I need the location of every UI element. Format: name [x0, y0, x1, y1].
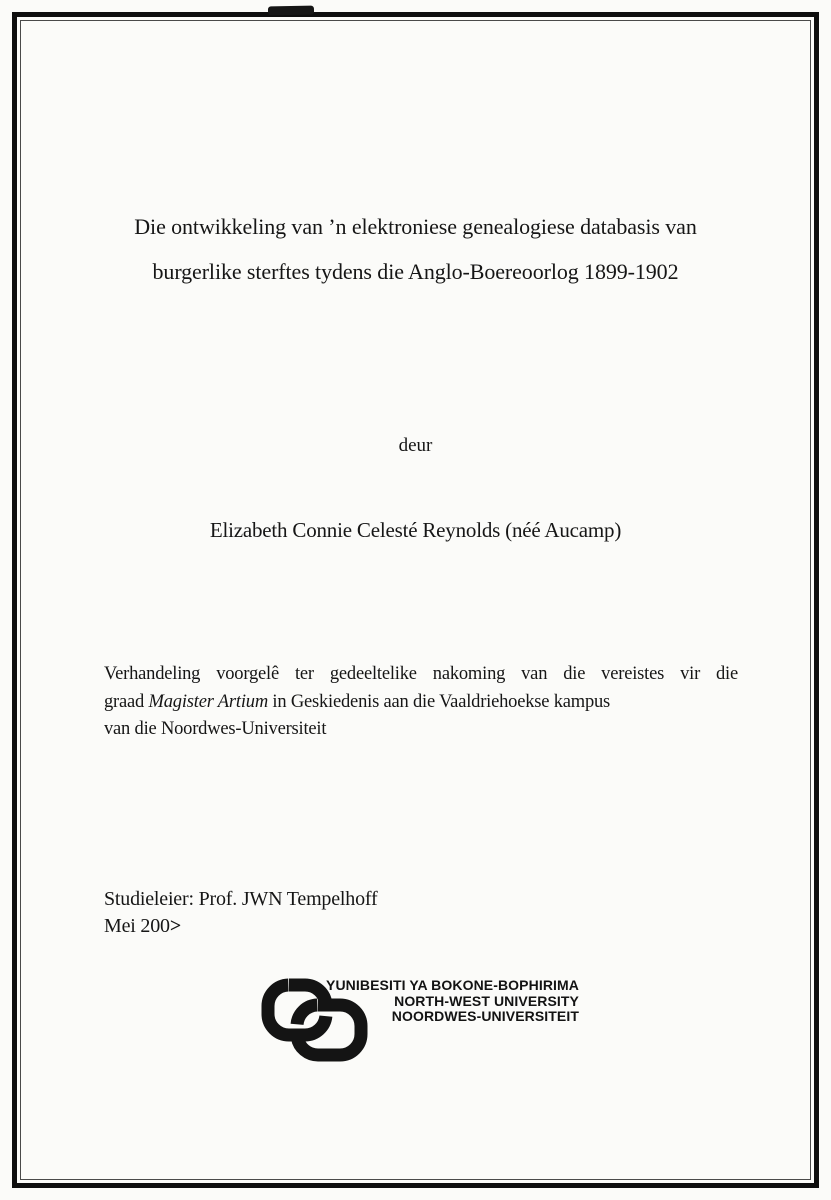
nwu-logo-line-english: NORTH-WEST UNIVERSITY — [394, 992, 579, 1009]
supervisor-line: Studieleier: Prof. JWN Tempelhoff — [104, 888, 378, 910]
nwu-logo-line-setswana: YUNIBESITI YA BOKONE-BOPHIRIMA — [326, 977, 579, 993]
nwu-logo — [256, 973, 579, 1063]
degree-statement — [104, 661, 738, 744]
degree-name-italic: Magister Artium — [148, 691, 268, 712]
date-glyph: > — [169, 915, 182, 937]
date-prefix: Mei 200 — [104, 915, 170, 937]
date-line — [104, 913, 377, 940]
degree-statement-line2-prefix: graad — [104, 691, 149, 712]
nwu-logo-text — [326, 978, 579, 1025]
author-name: Elizabeth Connie Celesté Reynolds (néé Aucamp) — [209, 518, 622, 542]
nwu-logo-line-afrikaans: NOORDWES-UNIVERSITEIT — [391, 1008, 579, 1024]
degree-statement-line3: van die Noordwes-Universiteit — [104, 719, 327, 739]
degree-statement-line2 — [104, 689, 738, 717]
thesis-title-line2: burgerlike sterftes tydens die Anglo-Boereoorlog 1899-1902 — [152, 259, 679, 284]
thesis-title — [60, 204, 771, 294]
scan-smudge — [268, 6, 314, 16]
degree-statement-line1: Verhandeling voorgelê ter gedeeltelike nakoming van die vereistes vir die — [104, 664, 738, 684]
supervisor-block — [104, 886, 377, 940]
degree-statement-line2-suffix: in Geskiedenis aan die Vaaldriehoekse kampus — [268, 691, 611, 712]
thesis-title-line1: Die ontwikkeling van ’n elektroniese genealogiese databasis van — [134, 214, 697, 239]
byline-label: deur — [398, 435, 433, 456]
